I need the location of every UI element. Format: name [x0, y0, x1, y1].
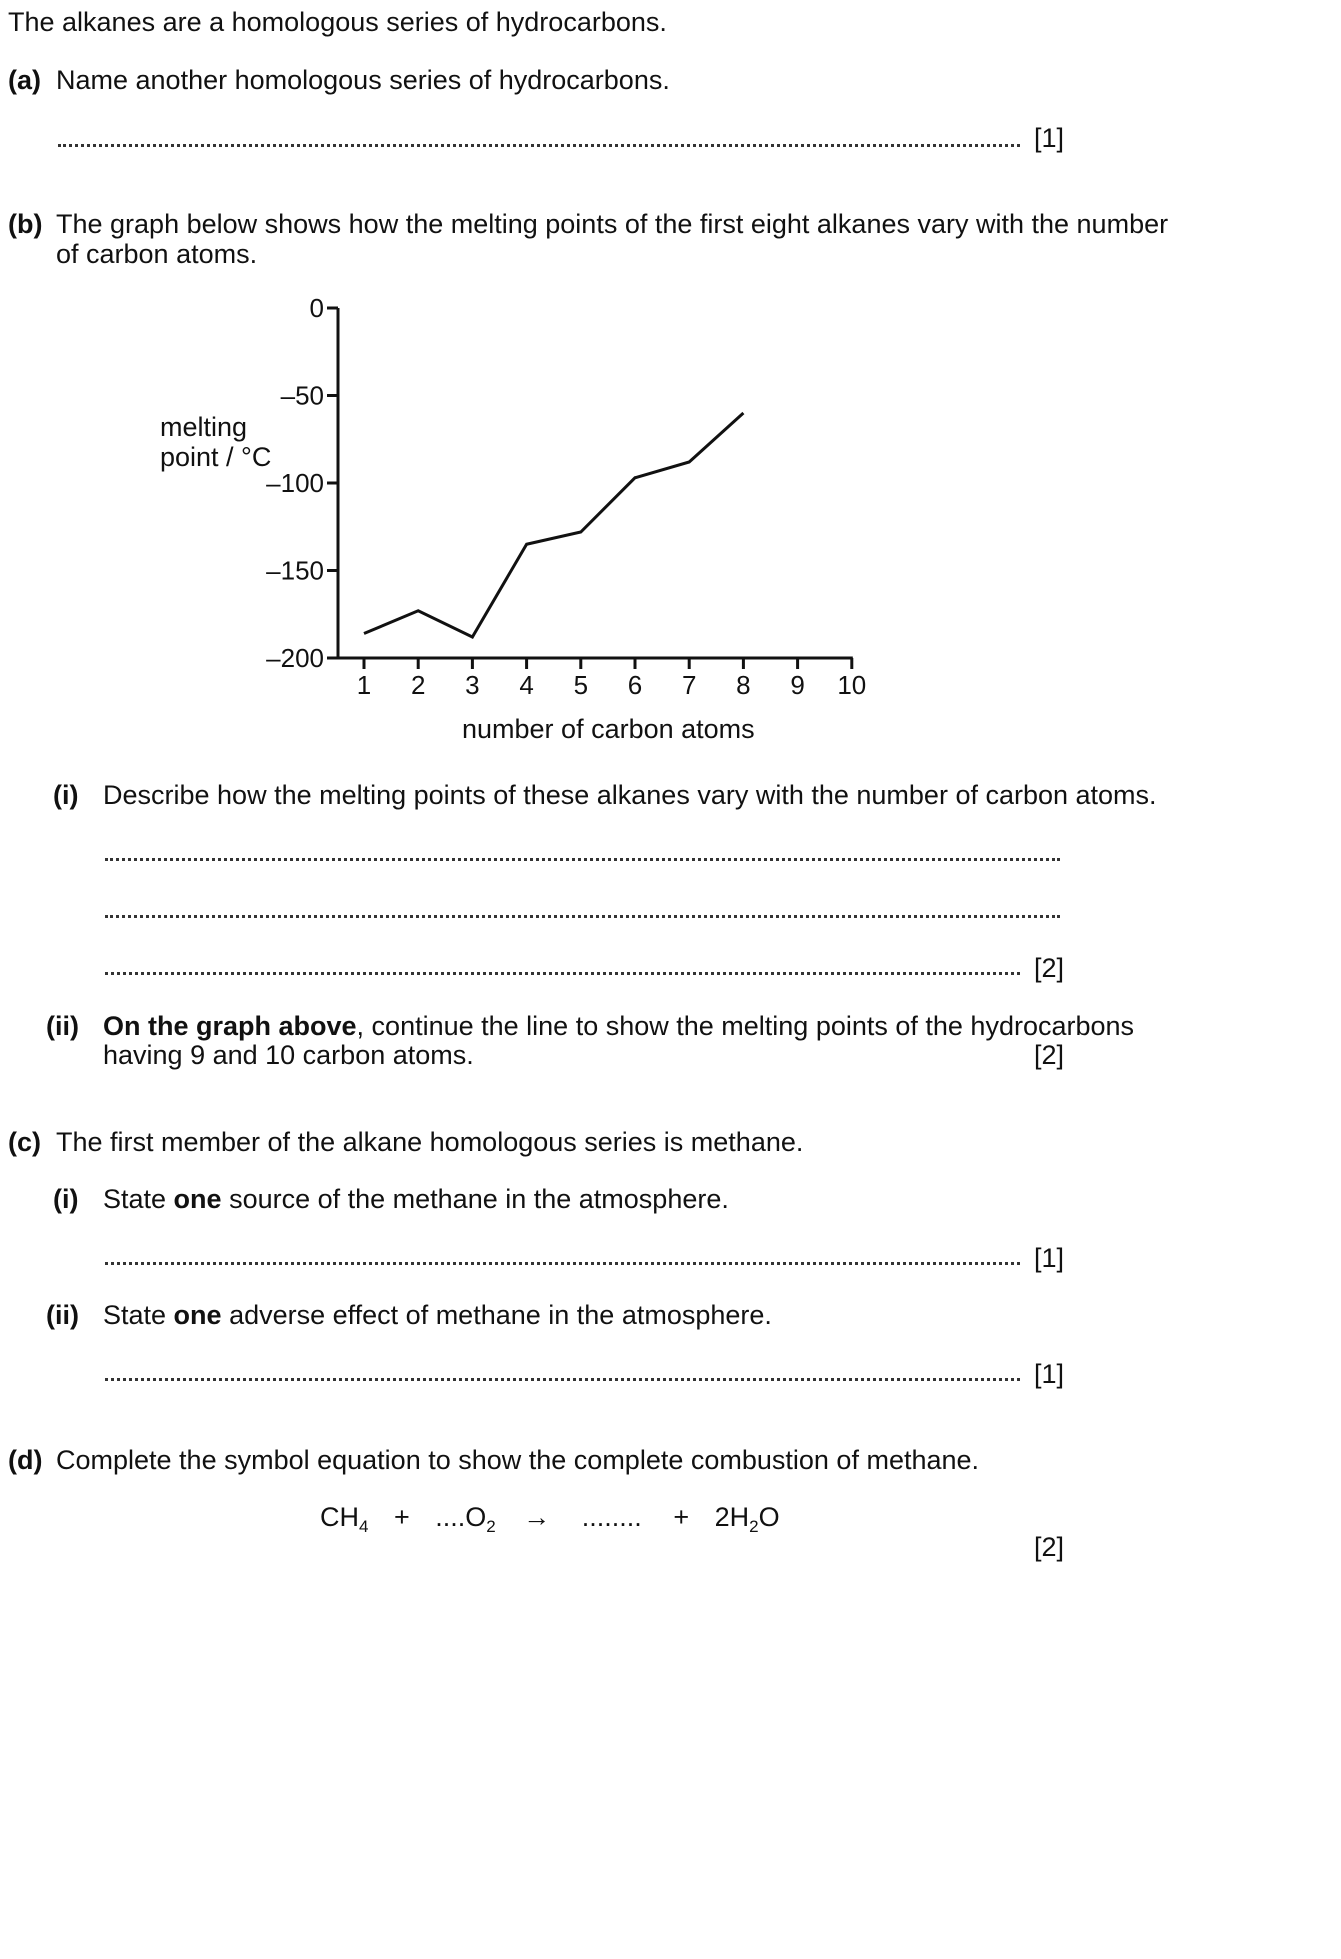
x-tick-label: 4 [519, 670, 534, 700]
y-tick-label: 0 [309, 293, 324, 323]
x-tick-label: 1 [356, 670, 372, 700]
part-a-label: (a) [8, 65, 41, 95]
part-b-label: (b) [8, 209, 43, 239]
eq-plus-2: + [673, 1502, 690, 1532]
y-axis-label-line2: point / °C [160, 442, 272, 472]
part-b-i-marks: [2] [1034, 953, 1065, 983]
y-tick-label: –200 [266, 643, 324, 673]
part-c-question: The first member of the alkane homologous series is methane. [56, 1127, 804, 1157]
part-c-ii-pre: State [103, 1300, 174, 1330]
eq-arrow: → [523, 1502, 551, 1532]
intro-text: The alkanes are a homologous series of hydrocarbons. [8, 7, 667, 37]
x-axis-label: number of carbon atoms [462, 714, 755, 744]
eq-product-blank[interactable]: ........ [581, 1502, 642, 1532]
part-c-i-marks: [1] [1034, 1243, 1065, 1273]
part-b-i-label: (i) [53, 780, 79, 810]
part-b-question-line2: of carbon atoms. [56, 239, 258, 269]
part-c-i-label: (i) [53, 1184, 79, 1214]
melting-point-chart [0, 0, 1341, 800]
x-tick-label: 6 [627, 670, 643, 700]
part-c-i-post: source of the methane in the atmosphere. [221, 1184, 729, 1214]
part-b-ii-marks: [2] [1034, 1040, 1065, 1070]
part-b-i-answer-line-1[interactable] [105, 858, 1060, 861]
y-tick-label: –100 [266, 468, 324, 498]
part-c-i-bold: one [173, 1184, 222, 1214]
part-c-ii-label: (ii) [46, 1300, 79, 1330]
part-a-question: Name another homologous series of hydrocarbons. [56, 65, 670, 95]
part-b-ii-question-line1 [103, 1010, 1134, 1042]
melting-point-line [364, 413, 743, 637]
x-tick-label: 10 [837, 670, 867, 700]
part-c-i-pre: State [103, 1184, 174, 1214]
eq-plus-1: + [393, 1502, 410, 1532]
part-b-ii-label: (ii) [46, 1011, 79, 1041]
part-b-i-answer-line-2[interactable] [105, 915, 1060, 918]
part-c-ii-marks: [1] [1034, 1359, 1065, 1389]
part-c-ii-answer-line[interactable] [105, 1378, 1020, 1381]
part-c-ii-post: adverse effect of methane in the atmosphere. [221, 1300, 772, 1330]
x-tick-label: 7 [681, 670, 697, 700]
part-d-marks: [2] [1034, 1532, 1065, 1562]
part-b-ii-bold: On the graph above [103, 1011, 357, 1041]
x-tick-label: 3 [465, 670, 480, 700]
eq-o2-blank[interactable]: $....O_2$ [435, 1502, 496, 1536]
part-b-ii-text: , continue the line to show the melting points of the hydrocarbons [356, 1011, 1135, 1041]
x-tick-label: 5 [573, 670, 589, 700]
x-tick-label: 8 [736, 670, 751, 700]
part-c-i-question [103, 1183, 729, 1215]
combustion-equation [320, 1501, 780, 1543]
part-d-label: (d) [8, 1445, 43, 1475]
part-a-marks: [1] [1034, 123, 1065, 153]
part-b-i-question: Describe how the melting points of these alkanes vary with the number of carbon atoms. [103, 780, 1157, 810]
part-d-question: Complete the symbol equation to show the complete combustion of methane. [56, 1445, 980, 1475]
part-c-ii-bold: one [173, 1300, 222, 1330]
part-b-ii-question-line2: having 9 and 10 carbon atoms. [103, 1040, 474, 1070]
part-b-i-answer-line-3[interactable] [105, 972, 1020, 975]
part-c-i-answer-line[interactable] [105, 1262, 1020, 1265]
y-tick-label: –150 [266, 555, 324, 586]
part-c-ii-question [103, 1299, 772, 1331]
eq-ch4: $CH_4$ [320, 1502, 369, 1536]
eq-h2o: $2H_2O$ [714, 1502, 780, 1536]
x-tick-label: 9 [790, 670, 805, 700]
y-tick-label: –50 [280, 380, 324, 411]
part-c-label: (c) [8, 1127, 41, 1157]
x-tick-label: 2 [410, 670, 426, 700]
part-b-question-line1: The graph below shows how the melting points of the first eight alkanes vary with the number [56, 209, 1169, 239]
y-axis-label-line1: melting [160, 412, 248, 442]
